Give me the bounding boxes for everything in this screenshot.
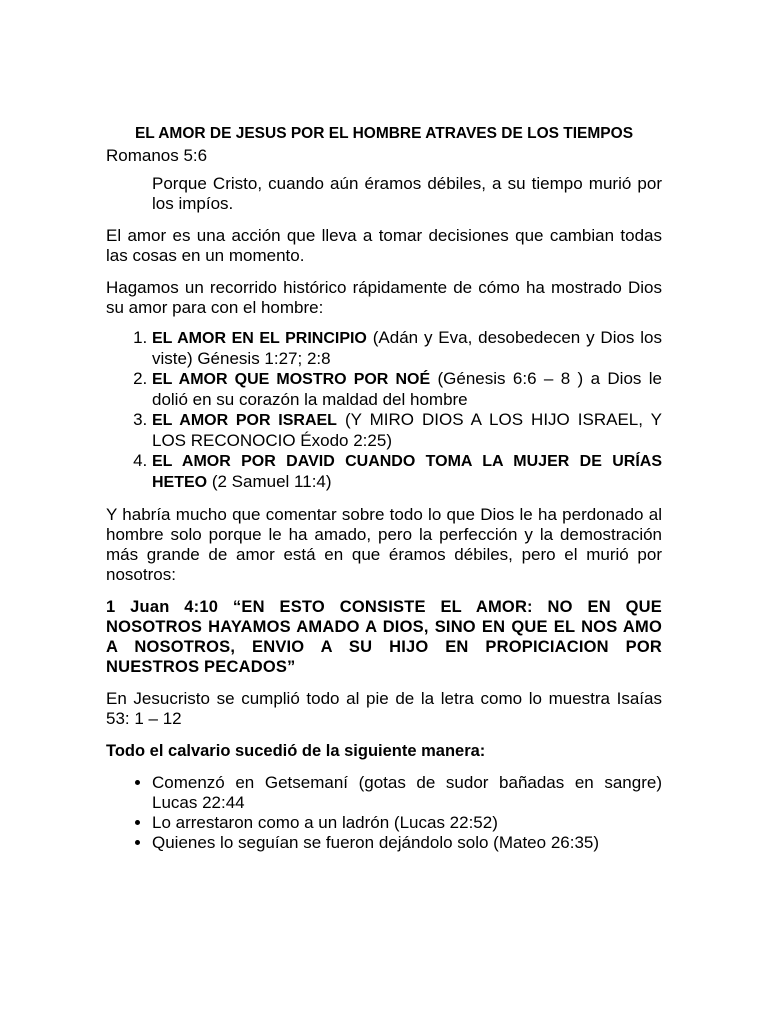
document-content bbox=[106, 124, 662, 853]
list-item-title: EL AMOR POR DAVID CUANDO TOMA LA MUJER DE URÍAS HETEO bbox=[152, 453, 662, 491]
scripture-reference: Romanos 5:6 bbox=[106, 146, 208, 165]
paragraph-love-action: El amor es una acción que lleva a tomar decisiones que cambian todas las cosas en un momento. bbox=[106, 226, 662, 265]
document-title: EL AMOR DE JESUS POR EL HOMBRE ATRAVES DE LOS TIEMPOS bbox=[134, 125, 634, 142]
list-item bbox=[152, 410, 662, 451]
bold-scripture-quote: 1 Juan 4:10 “EN ESTO CONSISTE EL AMOR: NO EN QUE NOSOTROS HAYAMOS AMADO A DIOS, SINO EN QUE EL NOS AMO A NOSOTROS, ENVIO A SU HIJO EN PROPICIACION POR NUESTROS PECADOS” bbox=[106, 598, 662, 676]
list-item-text: (Adán y Eva, desobedecen y Dios los viste) Génesis 1:27; 2:8 bbox=[152, 328, 662, 368]
section-heading: Todo el calvario sucedió de la siguiente manera: bbox=[106, 742, 486, 760]
list-item bbox=[152, 328, 662, 369]
list-item-title: EL AMOR QUE MOSTRO POR NOÉ bbox=[152, 371, 431, 388]
bullet-list bbox=[106, 773, 662, 853]
list-item-title: EL AMOR EN EL PRINCIPIO bbox=[152, 330, 367, 347]
list-item-text: (2 Samuel 11:4) bbox=[207, 472, 332, 491]
list-item-title: EL AMOR POR ISRAEL bbox=[152, 412, 337, 429]
numbered-list bbox=[106, 328, 662, 493]
bullet-item: • Quienes lo seguían se fueron dejándolo solo (Mateo 26:35) bbox=[152, 833, 662, 853]
list-item bbox=[152, 369, 662, 410]
paragraph-historical-review: Hagamos un recorrido histórico rápidamente de cómo ha mostrado Dios su amor para con el hombre: bbox=[106, 278, 662, 317]
bullet-item: • Comenzó en Getsemaní (gotas de sudor bañadas en sangre) Lucas 22:44 bbox=[152, 773, 662, 813]
bullet-item: • Lo arrestaron como a un ladrón (Lucas 22:52) bbox=[152, 813, 662, 833]
list-item bbox=[152, 451, 662, 493]
paragraph-fulfillment: En Jesucristo se cumplió todo al pie de la letra como lo muestra Isaías 53: 1 – 12 bbox=[106, 689, 662, 728]
list-item-text: (Y MIRO DIOS A LOS HIJO ISRAEL, Y LOS RECONOCIO Éxodo 2:25) bbox=[152, 410, 662, 450]
paragraph-perfection: Y habría mucho que comentar sobre todo lo que Dios le ha perdonado al hombre solo porque le ha amado, pero la perfección y la demostración más grande de amor está en que éramos débiles, pero el murió por nosotros: bbox=[106, 505, 662, 584]
list-item-text: (Génesis 6:6 – 8 ) a Dios le dolió en su corazón la maldad del hombre bbox=[152, 369, 663, 409]
scripture-verse: Porque Cristo, cuando aún éramos débiles, a su tiempo murió por los impíos. bbox=[152, 174, 662, 213]
